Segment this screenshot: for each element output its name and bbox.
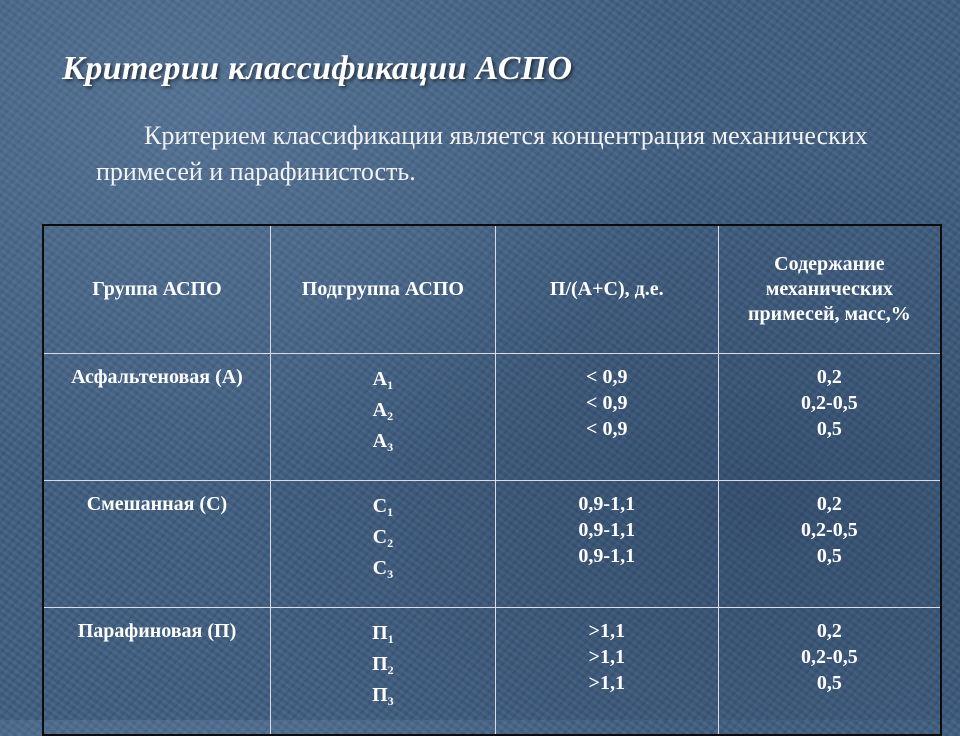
table-row xyxy=(43,608,941,736)
subgroup-index: 3 xyxy=(387,440,394,454)
subgroup-index: 1 xyxy=(387,505,394,519)
subgroup-index: 2 xyxy=(387,536,394,550)
impurity-value: 0,2-0,5 xyxy=(801,646,858,668)
subgroup-code xyxy=(277,364,489,395)
subgroup-cell xyxy=(270,354,495,481)
classification-table xyxy=(42,224,942,736)
subgroup-code xyxy=(277,426,489,457)
subgroup-letter: П xyxy=(372,622,388,644)
impurity-value: 0,2-0,5 xyxy=(801,392,858,414)
subgroup-code xyxy=(277,649,489,680)
ratio-value: 0,9-1,1 xyxy=(578,519,636,541)
subgroup-index: 2 xyxy=(387,409,394,423)
subgroup-code xyxy=(277,680,489,711)
impurity-value: 0,2 xyxy=(816,620,842,642)
subgroup-letter: П xyxy=(372,653,388,675)
header-impurities: Содержание механических примесей, масс,% xyxy=(718,225,941,354)
impurity-value: 0,5 xyxy=(816,418,842,440)
impurity-value: 0,5 xyxy=(816,545,842,567)
header-ratio: П/(А+С), д.е. xyxy=(495,225,718,354)
subgroup-code xyxy=(277,522,489,553)
impurities-cell xyxy=(718,354,941,481)
subgroup-index: 3 xyxy=(387,694,394,708)
group-cell: Асфальтеновая (А) xyxy=(43,354,270,481)
subgroup-letter: А xyxy=(372,399,388,421)
ratio-value: < 0,9 xyxy=(586,418,628,440)
header-subgroup: Подгруппа АСПО xyxy=(270,225,495,354)
subgroup-code xyxy=(277,618,489,649)
subgroup-letter: А xyxy=(372,368,388,390)
group-cell: Парафиновая (П) xyxy=(43,608,270,736)
impurity-value: 0,2-0,5 xyxy=(801,519,858,541)
impurity-value: 0,2 xyxy=(816,366,842,388)
slide-subtitle: Критерием классификации является концентрация механических примесей и парафинистость. xyxy=(96,121,868,186)
impurity-value: 0,5 xyxy=(816,672,842,694)
ratio-value: < 0,9 xyxy=(586,392,628,414)
impurity-value: 0,2 xyxy=(816,493,842,515)
ratio-cell xyxy=(495,481,718,608)
subgroup-code xyxy=(277,395,489,426)
subgroup-letter: С xyxy=(372,557,388,579)
subgroup-cell xyxy=(270,481,495,608)
subgroup-index: 1 xyxy=(387,378,394,392)
ratio-value: < 0,9 xyxy=(586,366,628,388)
subgroup-letter: А xyxy=(372,430,388,452)
ratio-cell xyxy=(495,608,718,736)
ratio-value: >1,1 xyxy=(588,620,625,642)
subgroup-letter: С xyxy=(372,526,388,548)
subgroup-index: 1 xyxy=(387,632,394,646)
table-body xyxy=(43,354,941,736)
table-row xyxy=(43,354,941,481)
subgroup-code xyxy=(277,491,489,522)
subgroup-index: 2 xyxy=(387,663,394,677)
subgroup-cell xyxy=(270,608,495,736)
ratio-value: >1,1 xyxy=(588,672,625,694)
group-cell: Смешанная (С) xyxy=(43,481,270,608)
table-row xyxy=(43,481,941,608)
subgroup-letter: П xyxy=(372,684,388,706)
ratio-cell xyxy=(495,354,718,481)
subgroup-index: 3 xyxy=(387,567,394,581)
table-header-row xyxy=(43,225,941,354)
slide-title: Критерии классификации АСПО xyxy=(62,50,573,87)
impurities-cell xyxy=(718,608,941,736)
subgroup-letter: С xyxy=(372,495,388,517)
ratio-value: 0,9-1,1 xyxy=(578,493,636,515)
header-group: Группа АСПО xyxy=(43,225,270,354)
ratio-value: 0,9-1,1 xyxy=(578,545,636,567)
subgroup-code xyxy=(277,553,489,584)
ratio-value: >1,1 xyxy=(588,646,625,668)
impurities-cell xyxy=(718,481,941,608)
